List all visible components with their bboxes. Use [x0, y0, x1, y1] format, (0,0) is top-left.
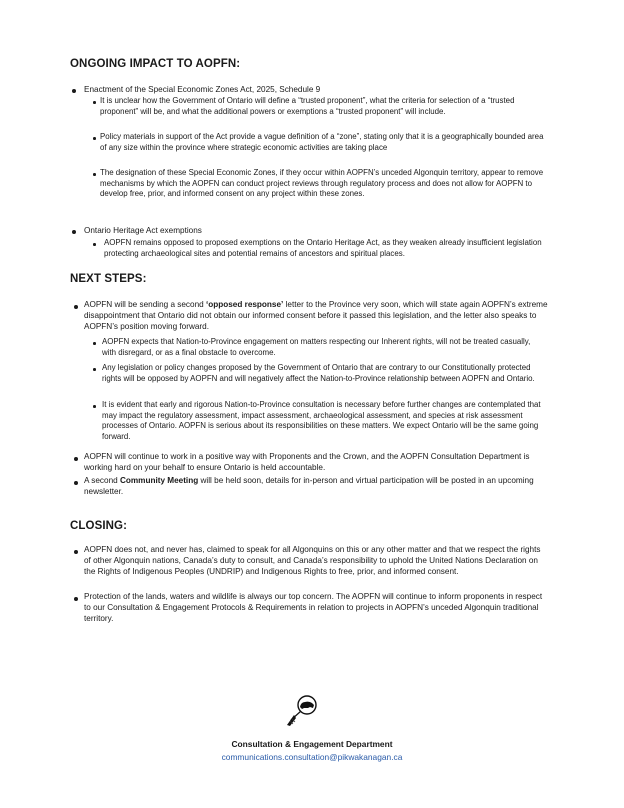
item-opposed-response	[84, 299, 552, 332]
footer-department: Consultation & Engagement Department	[231, 739, 393, 749]
item-next-point-legislation: Any legislation or policy changes proposed by the Government of Ontario that are contrary to our Constitutionally protected rights will be opposed by AOPFN and will negatively affect the Nation-to-Province relationship between AOPFN and Ontario.	[102, 363, 535, 383]
bullet-next-point	[93, 405, 96, 408]
item-next-point-consultation: It is evident that early and rigorous Nation-to-Province consultation is necessary before further changes are contemplated that may impact the regulatory assessment, impact assessment, archaeological assessment, and species at risk assessment processes of Ontario. AOPFN is serious about its responsibilities on these matters. We expect Ontario will be the same going forward.	[102, 400, 541, 441]
heading-ongoing-impact: ONGOING IMPACT TO AOPFN:	[70, 58, 241, 70]
item-sez-title: Enactment of the Special Economic Zones Act, 2025, Schedule 9	[84, 85, 321, 94]
bullet-meeting	[74, 481, 78, 485]
item-next-point-engagement: AOPFN expects that Nation-to-Province engagement on matters respecting our Inherent rights, will not be treated casually, with disregard, or as a final obstacle to overcome.	[102, 337, 531, 357]
opposed-text-before: AOPFN will be sending a second	[84, 300, 206, 309]
item-sez-point-zone: Policy materials in support of the Act provide a vague definition of a “zone”, stating only that it is a geographically bounded area of any size within the province where strategic economic activities are taking place	[100, 132, 544, 152]
bullet-sez	[72, 89, 76, 93]
logo-feather-icon	[287, 715, 296, 726]
heading-closing: CLOSING:	[70, 520, 128, 532]
item-heritage-point: AOPFN remains opposed to proposed exemptions on the Ontario Heritage Act, as they weaken already insufficient legislation protecting archaeological sites and potential remains of ancestors and spiritual places.	[104, 238, 542, 258]
bullet-sez-point	[93, 173, 96, 176]
bullet-sez-point	[93, 101, 96, 104]
department-logo	[282, 694, 322, 730]
meeting-text-bold: Community Meeting	[119, 476, 199, 485]
bullet-heritage	[72, 230, 76, 234]
bullet-next-point	[93, 342, 96, 345]
opposed-text-bold: ‘opposed response’	[205, 300, 284, 309]
logo-animal-icon	[300, 702, 314, 709]
item-continue-work: AOPFN will continue to work in a positive way with Proponents and the Crown, and the AOPFN Consultation Department is working hard on your behalf to ensure Ontario is held accountable.	[84, 452, 530, 472]
bullet-closing	[74, 550, 78, 554]
footer-email-link[interactable]: communications.consultation@pikwakanagan.ca	[221, 752, 403, 762]
item-community-meeting	[84, 475, 552, 497]
item-heritage-title: Ontario Heritage Act exemptions	[84, 226, 202, 235]
item-closing-protection: Protection of the lands, waters and wildlife is always our top concern. The AOPFN will continue to inform proponents in respect to our Consultation & Engagement Protocols & Requirements in relation to projects in AOPFN’s unceded Algonquin traditional territory.	[84, 592, 543, 623]
item-sez-point-trusted: It is unclear how the Government of Ontario will define a “trusted proponent”, what the criteria for selection of a “trusted proponent” will be, and what the additional powers or exemptions a “trusted proponent” will include.	[100, 96, 515, 116]
bullet-sez-point	[93, 137, 96, 140]
bullet-work	[74, 457, 78, 461]
opposed-text-after: letter to the Province very soon, which will state again AOPFN’s extreme disappointment that Ontario did not obtain our informed consent before it passed this legislation, and the letter also speaks to AOPFN’s position moving forward.	[84, 300, 548, 331]
meeting-text-after: will be held soon, details for in-person and virtual participation will be posted in an upcoming newsletter.	[84, 476, 534, 496]
item-sez-point-designation: The designation of these Special Economic Zones, if they occur within AOPFN’s unceded Algonquin territory, appear to remove mechanisms by which the AOPFN can conduct project reviews through regulatory process and does not allow for AOPFN to develop free, prior, and informed consent on any project within these zones.	[100, 168, 544, 199]
bullet-heritage-point	[93, 243, 96, 246]
bullet-next-point	[93, 368, 96, 371]
meeting-text-before: A second	[84, 476, 120, 485]
bullet-opposed	[74, 305, 78, 309]
bullet-closing	[74, 597, 78, 601]
heading-next-steps: NEXT STEPS:	[70, 273, 147, 285]
item-closing-rights: AOPFN does not, and never has, claimed to speak for all Algonquins on this or any other matter and that we respect the rights of other Algonquin nations, Canada’s duty to consult, and Canada’s responsibility to uphold the United Nations Declaration on the Rights of Indigenous Peoples (UNDRIP) and Indigenous Rights to free, prior, and informed consent.	[84, 545, 541, 576]
